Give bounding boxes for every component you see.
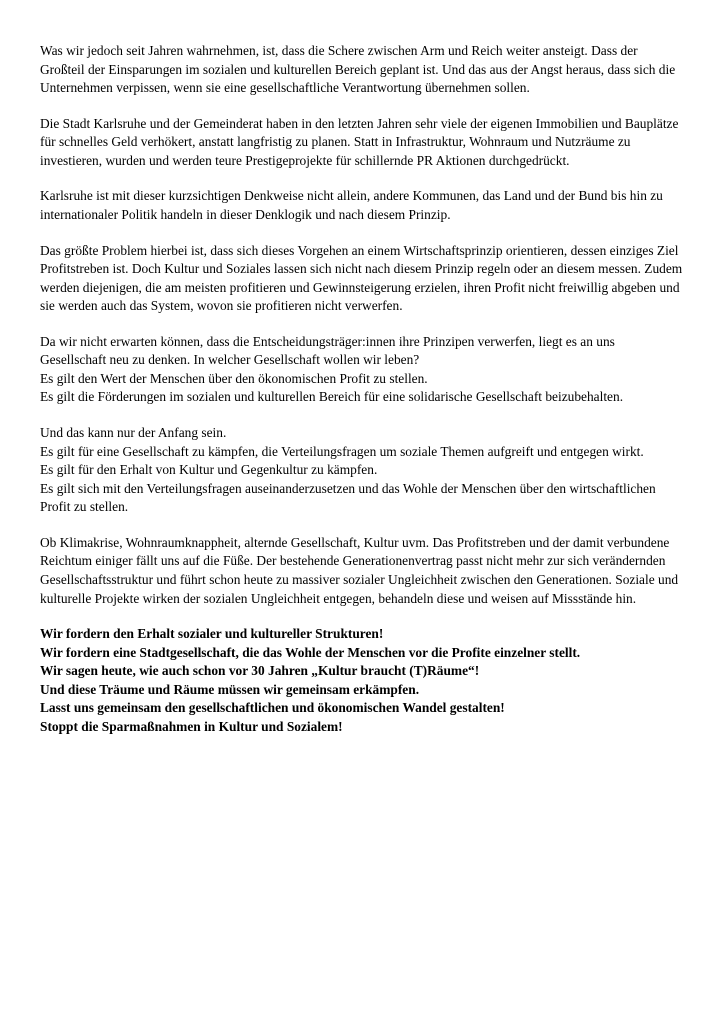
paragraph-line: Ob Klimakrise, Wohnraumknappheit, alternde Gesellschaft, Kultur uvm. Das Profitstreben und der damit verbundene Reichtum einiger fällt uns auf die Füße. Der bestehende Generationenvertrag passt nicht mehr zur sich verändernden Gesellschaftsstruktur und führt schon heute zu massiver sozialer Ungleichheit zwischen den Generationen. Soziale und kulturelle Projekte wirken der sozialen Ungleichheit entgegen, behandeln diese und weisen auf Missstände hin. <box>40 534 679 606</box>
demand-line: Wir sagen heute, wie auch schon vor 30 Jahren „Kultur braucht (T)Räume“! <box>40 663 480 679</box>
paragraph-1 <box>40 42 684 98</box>
paragraph-line: Es gilt den Wert der Menschen über den ökonomischen Profit zu stellen. <box>40 370 428 386</box>
paragraph-5 <box>40 333 684 407</box>
paragraph-7 <box>40 534 684 608</box>
paragraph-line: Es gilt für eine Gesellschaft zu kämpfen, die Verteilungsfragen um soziale Themen aufgreift und entgegen wirkt. <box>40 443 644 459</box>
paragraph-line: Das größte Problem hierbei ist, dass sich dieses Vorgehen an einem Wirtschaftsprinzip orientieren, dessen einziges Ziel Profitstreben ist. Doch Kultur und Soziales lassen sich nicht nach diesem Prinzip regeln oder an diesem messen. Zudem werden diejenigen, die am meisten profitieren und Gewinnsteigerung erzielen, ihren Profit nicht freiwillig abgeben und sie werden auch das System, wovon sie profitieren nicht verwerfen. <box>40 242 683 314</box>
demand-line: Stoppt die Sparmaßnahmen in Kultur und Sozialem! <box>40 718 343 734</box>
paragraph-line: Und das kann nur der Anfang sein. <box>40 425 227 440</box>
paragraph-line: Es gilt sich mit den Verteilungsfragen auseinanderzusetzen und das Wohle der Menschen über den wirtschaftlichen Profit zu stellen. <box>40 480 656 515</box>
demands-block <box>40 625 684 736</box>
paragraph-line: Da wir nicht erwarten können, dass die Entscheidungsträger:innen ihre Prinzipen verwerfen, liegt es an uns Gesellschaft neu zu denken. In welcher Gesellschaft wollen wir leben? <box>40 333 615 368</box>
demand-line: Wir fordern eine Stadtgesellschaft, die das Wohle der Menschen vor die Profite einzelner stellt. <box>40 644 581 660</box>
paragraph-line: Karlsruhe ist mit dieser kurzsichtigen Denkweise nicht allein, andere Kommunen, das Land und der Bund bis hin zu internationaler Politik handeln in dieser Denklogik und nach diesem Prinzip. <box>40 188 663 222</box>
paragraph-line: Es gilt die Förderungen im sozialen und kulturellen Bereich für eine solidarische Gesellschaft beizubehalten. <box>40 389 624 405</box>
demand-line: Und diese Träume und Räume müssen wir gemeinsam erkämpfen. <box>40 681 420 697</box>
document-body <box>40 42 684 736</box>
paragraph-line: Es gilt für den Erhalt von Kultur und Gegenkultur zu kämpfen. <box>40 462 378 478</box>
paragraph-3 <box>40 187 684 224</box>
paragraph-line: Die Stadt Karlsruhe und der Gemeinderat haben in den letzten Jahren sehr viele der eigenen Immobilien und Bauplätze für schnelles Geld verhökert, anstatt langfristig zu planen. Statt in Infrastruktur, Wohnraum und Nutzräume zu investieren, wurden und werden teure Prestigeprojekte für schillernde PR Aktionen durchgedrückt. <box>40 115 679 168</box>
paragraph-4 <box>40 242 684 316</box>
demand-line: Lasst uns gemeinsam den gesellschaftlichen und ökonomischen Wandel gestalten! <box>40 700 505 716</box>
paragraph-6 <box>40 424 684 517</box>
paragraph-line: Was wir jedoch seit Jahren wahrnehmen, ist, dass die Schere zwischen Arm und Reich weiter ansteigt. Dass der Großteil der Einsparungen im sozialen und kulturellen Bereich geplant ist. Und das aus der Angst heraus, dass sich die Unternehmen verpissen, wenn sie eine gesellschaftliche Verantwortung übernehmen sollen. <box>40 43 676 96</box>
demand-line: Wir fordern den Erhalt sozialer und kultureller Strukturen! <box>40 626 384 642</box>
paragraph-2 <box>40 115 684 171</box>
